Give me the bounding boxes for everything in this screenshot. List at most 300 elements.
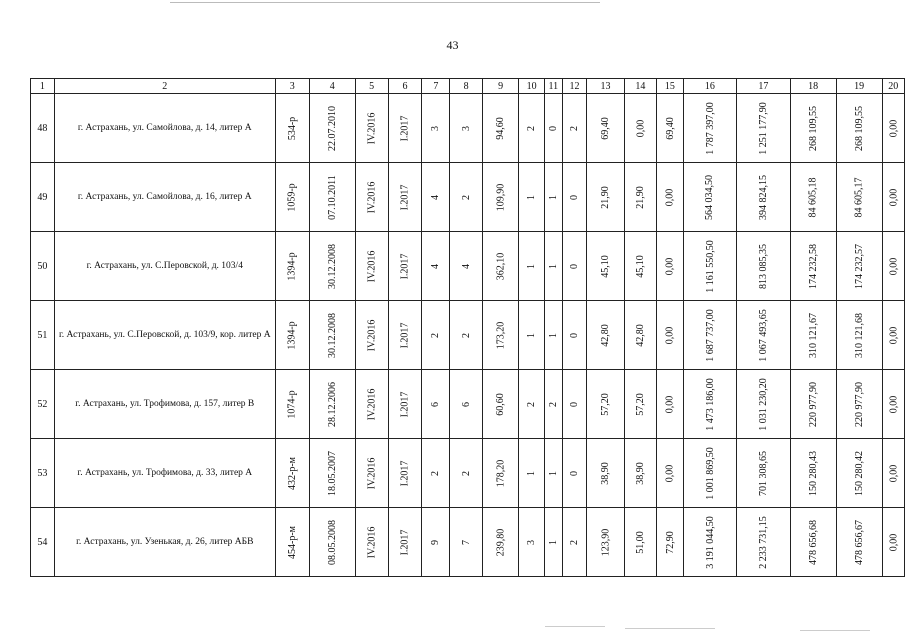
value-cell — [422, 94, 450, 163]
value-cell — [882, 439, 904, 508]
cell-text: 1 — [547, 194, 559, 200]
value-cell — [422, 508, 450, 577]
scan-mark — [800, 630, 870, 631]
column-header: 18 — [790, 79, 836, 94]
value-cell — [450, 94, 482, 163]
value-cell — [482, 370, 519, 439]
cell-text: 173,20 — [495, 321, 507, 349]
cell-text: I.2017 — [399, 460, 411, 486]
cell-text: 57,20 — [634, 392, 646, 416]
column-header: 2 — [54, 79, 275, 94]
value-cell — [657, 301, 683, 370]
value-cell — [355, 439, 388, 508]
value-cell — [624, 232, 656, 301]
cell-text: 84 605,18 — [807, 177, 819, 217]
value-cell — [624, 370, 656, 439]
value-cell — [836, 94, 882, 163]
address-cell: г. Астрахань, ул. С.Перовской, д. 103/4 — [54, 232, 275, 301]
column-header: 14 — [624, 79, 656, 94]
address-cell: г. Астрахань, ул. Трофимова, д. 157, литер В — [54, 370, 275, 439]
cell-text: 478 656,68 — [807, 519, 819, 565]
table-row — [31, 94, 905, 163]
cell-text: 394 824,15 — [757, 174, 769, 220]
value-cell — [388, 232, 422, 301]
cell-text: 0,00 — [887, 464, 899, 482]
value-cell — [544, 508, 562, 577]
column-header: 6 — [388, 79, 422, 94]
value-cell — [683, 370, 737, 439]
cell-text: 123,90 — [599, 528, 611, 556]
cell-text: 0 — [568, 263, 580, 269]
value-cell — [388, 163, 422, 232]
cell-text: 1059-р — [286, 182, 298, 212]
value-cell — [562, 439, 587, 508]
cell-text: 22.07.2010 — [326, 105, 338, 151]
value-cell — [657, 163, 683, 232]
value-cell — [587, 301, 624, 370]
cell-text: IV.2016 — [366, 181, 378, 213]
value-cell — [355, 94, 388, 163]
value-cell — [450, 232, 482, 301]
value-cell — [355, 232, 388, 301]
value-cell — [519, 301, 544, 370]
cell-text: 2 — [526, 401, 538, 407]
value-cell — [882, 301, 904, 370]
cell-text: 1394-р — [286, 320, 298, 350]
cell-text: 38,90 — [634, 461, 646, 485]
cell-text: 1 — [547, 470, 559, 476]
value-cell — [562, 508, 587, 577]
value-cell — [275, 163, 309, 232]
cell-text: 69,40 — [664, 116, 676, 140]
cell-text: IV.2016 — [366, 457, 378, 489]
value-cell — [683, 232, 737, 301]
value-cell — [355, 508, 388, 577]
column-header: 10 — [519, 79, 544, 94]
value-cell — [388, 508, 422, 577]
cell-text: IV.2016 — [366, 319, 378, 351]
column-header: 1 — [31, 79, 55, 94]
cell-text: 0,00 — [887, 533, 899, 551]
cell-text: 239,80 — [495, 528, 507, 556]
value-cell — [624, 301, 656, 370]
cell-text: 362,10 — [495, 252, 507, 280]
value-cell — [683, 163, 737, 232]
cell-text: 1394-р — [286, 251, 298, 281]
value-cell — [587, 163, 624, 232]
cell-text: 0 — [568, 401, 580, 407]
value-cell — [587, 94, 624, 163]
column-header: 19 — [836, 79, 882, 94]
cell-text: 0,00 — [664, 326, 676, 344]
value-cell — [275, 508, 309, 577]
value-cell — [624, 94, 656, 163]
row-number-cell: 48 — [31, 94, 55, 163]
value-cell — [388, 439, 422, 508]
value-cell — [450, 301, 482, 370]
cell-text: 109,90 — [495, 183, 507, 211]
value-cell — [388, 94, 422, 163]
value-cell — [450, 163, 482, 232]
value-cell — [790, 508, 836, 577]
value-cell — [482, 94, 519, 163]
value-cell — [355, 301, 388, 370]
value-cell — [422, 370, 450, 439]
cell-text: 2 — [430, 470, 442, 476]
value-cell — [482, 508, 519, 577]
cell-text: 813 085,35 — [757, 243, 769, 289]
cell-text: 454-р-м — [286, 525, 298, 559]
value-cell — [450, 370, 482, 439]
cell-text: 174 232,57 — [853, 243, 865, 289]
cell-text: 07.10.2011 — [326, 174, 338, 220]
cell-text: 08.05.2008 — [326, 519, 338, 565]
cell-text: 310 121,67 — [807, 312, 819, 358]
cell-text: 3 191 044,50 — [704, 515, 716, 569]
cell-text: 30.12.2008 — [326, 243, 338, 289]
value-cell — [790, 439, 836, 508]
value-cell — [355, 163, 388, 232]
cell-text: 1 — [526, 332, 538, 338]
cell-text: 42,80 — [599, 323, 611, 347]
value-cell — [836, 508, 882, 577]
table-row — [31, 508, 905, 577]
cell-text: 18.05.2007 — [326, 450, 338, 496]
column-header: 11 — [544, 79, 562, 94]
value-cell — [275, 232, 309, 301]
page-number: 43 — [446, 38, 459, 52]
value-cell — [683, 301, 737, 370]
cell-text: 2 — [526, 125, 538, 131]
value-cell — [657, 508, 683, 577]
cell-text: 3 — [430, 125, 442, 131]
value-cell — [836, 439, 882, 508]
column-header: 13 — [587, 79, 624, 94]
cell-text: 2 — [568, 125, 580, 131]
value-cell — [790, 232, 836, 301]
cell-text: 2 — [460, 332, 472, 338]
cell-text: 1 161 550,50 — [704, 239, 716, 293]
cell-text: 1 031 230,20 — [757, 377, 769, 431]
value-cell — [309, 232, 355, 301]
cell-text: I.2017 — [399, 253, 411, 279]
column-header: 15 — [657, 79, 683, 94]
value-cell — [309, 370, 355, 439]
cell-text: 1 — [547, 332, 559, 338]
value-cell — [790, 163, 836, 232]
cell-text: 0,00 — [664, 464, 676, 482]
cell-text: 51,00 — [634, 530, 646, 554]
value-cell — [482, 301, 519, 370]
value-cell — [482, 163, 519, 232]
value-cell — [482, 439, 519, 508]
cell-text: 178,20 — [495, 459, 507, 487]
cell-text: 150 280,42 — [853, 450, 865, 496]
cell-text: 1 687 737,00 — [704, 308, 716, 362]
cell-text: 2 — [460, 194, 472, 200]
value-cell — [657, 232, 683, 301]
value-cell — [562, 301, 587, 370]
cell-text: 2 — [568, 539, 580, 545]
cell-text: 30.12.2008 — [326, 312, 338, 358]
table-row — [31, 370, 905, 439]
cell-text: 3 — [526, 539, 538, 545]
cell-text: 38,90 — [599, 461, 611, 485]
column-header: 3 — [275, 79, 309, 94]
cell-text: 21,90 — [634, 185, 646, 209]
value-cell — [544, 439, 562, 508]
value-cell — [790, 370, 836, 439]
address-cell: г. Астрахань, ул. Узенькая, д. 26, литер АБВ — [54, 508, 275, 577]
value-cell — [737, 370, 791, 439]
cell-text: 0 — [547, 125, 559, 131]
cell-text: 0,00 — [664, 188, 676, 206]
cell-text: 1 — [526, 470, 538, 476]
cell-text: 72,90 — [664, 530, 676, 554]
value-cell — [519, 370, 544, 439]
value-cell — [587, 232, 624, 301]
cell-text: 478 656,67 — [853, 519, 865, 565]
address-cell: г. Астрахань, ул. Трофимова, д. 33, литер А — [54, 439, 275, 508]
cell-text: 564 034,50 — [704, 174, 716, 220]
cell-text: 0 — [568, 470, 580, 476]
cell-text: 6 — [460, 401, 472, 407]
cell-text: 0,00 — [887, 326, 899, 344]
value-cell — [309, 439, 355, 508]
cell-text: 84 605,17 — [853, 177, 865, 217]
cell-text: 3 — [460, 125, 472, 131]
value-cell — [422, 301, 450, 370]
cell-text: 4 — [460, 263, 472, 269]
cell-text: 1 067 493,65 — [757, 308, 769, 362]
value-cell — [683, 508, 737, 577]
value-cell — [737, 232, 791, 301]
cell-text: 150 280,43 — [807, 450, 819, 496]
cell-text: 534-р — [286, 116, 298, 140]
address-cell: г. Астрахань, ул. Самойлова, д. 14, литер А — [54, 94, 275, 163]
value-cell — [544, 94, 562, 163]
cell-text: 0 — [568, 194, 580, 200]
value-cell — [624, 439, 656, 508]
cell-text: 432-р-м — [286, 456, 298, 490]
cell-text: I.2017 — [399, 322, 411, 348]
value-cell — [737, 439, 791, 508]
value-cell — [882, 163, 904, 232]
value-cell — [657, 94, 683, 163]
cell-text: 220 977,90 — [807, 381, 819, 427]
column-header: 17 — [737, 79, 791, 94]
cell-text: 1 251 177,90 — [757, 101, 769, 155]
value-cell — [657, 370, 683, 439]
cell-text: IV.2016 — [366, 388, 378, 420]
cell-text: 1 — [547, 263, 559, 269]
cell-text: 268 109,55 — [807, 105, 819, 151]
row-number-cell: 49 — [31, 163, 55, 232]
address-cell: г. Астрахань, ул. С.Перовской, д. 103/9, кор. литер А — [54, 301, 275, 370]
cell-text: IV.2016 — [366, 112, 378, 144]
register-table — [30, 78, 905, 577]
table-row — [31, 301, 905, 370]
value-cell — [544, 163, 562, 232]
value-cell — [519, 232, 544, 301]
cell-text: IV.2016 — [366, 526, 378, 558]
cell-text: 7 — [460, 539, 472, 545]
cell-text: 21,90 — [599, 185, 611, 209]
value-cell — [624, 508, 656, 577]
value-cell — [544, 232, 562, 301]
cell-text: 0,00 — [887, 395, 899, 413]
value-cell — [624, 163, 656, 232]
cell-text: I.2017 — [399, 115, 411, 141]
row-number-cell: 50 — [31, 232, 55, 301]
value-cell — [519, 94, 544, 163]
cell-text: 1 — [547, 539, 559, 545]
value-cell — [737, 508, 791, 577]
value-cell — [309, 508, 355, 577]
value-cell — [309, 94, 355, 163]
table-row — [31, 439, 905, 508]
table-row — [31, 163, 905, 232]
cell-text: 0,00 — [664, 395, 676, 413]
value-cell — [275, 439, 309, 508]
value-cell — [587, 439, 624, 508]
value-cell — [544, 370, 562, 439]
row-number-cell: 53 — [31, 439, 55, 508]
column-header: 9 — [482, 79, 519, 94]
cell-text: 174 232,58 — [807, 243, 819, 289]
cell-text: 42,80 — [634, 323, 646, 347]
cell-text: I.2017 — [399, 391, 411, 417]
value-cell — [544, 301, 562, 370]
cell-text: 4 — [430, 263, 442, 269]
value-cell — [790, 94, 836, 163]
cell-text: 310 121,68 — [853, 312, 865, 358]
value-cell — [275, 370, 309, 439]
row-number-cell: 52 — [31, 370, 55, 439]
cell-text: 60,60 — [495, 392, 507, 416]
cell-text: 1 001 869,50 — [704, 446, 716, 500]
value-cell — [836, 301, 882, 370]
value-cell — [882, 508, 904, 577]
cell-text: 0,00 — [634, 119, 646, 137]
cell-text: 57,20 — [599, 392, 611, 416]
value-cell — [587, 508, 624, 577]
scan-mark — [545, 626, 605, 627]
address-cell: г. Астрахань, ул. Самойлова, д. 16, литер А — [54, 163, 275, 232]
row-number-cell: 51 — [31, 301, 55, 370]
column-header: 8 — [450, 79, 482, 94]
value-cell — [683, 439, 737, 508]
value-cell — [309, 301, 355, 370]
cell-text: 1 — [526, 194, 538, 200]
cell-text: 268 109,55 — [853, 105, 865, 151]
value-cell — [309, 163, 355, 232]
cell-text: I.2017 — [399, 184, 411, 210]
scan-top-line — [170, 2, 600, 3]
value-cell — [422, 163, 450, 232]
cell-text: 220 977,90 — [853, 381, 865, 427]
value-cell — [450, 508, 482, 577]
value-cell — [482, 232, 519, 301]
cell-text: 2 — [547, 401, 559, 407]
value-cell — [657, 439, 683, 508]
cell-text: 1 473 186,00 — [704, 377, 716, 431]
value-cell — [355, 370, 388, 439]
value-cell — [275, 94, 309, 163]
value-cell — [790, 301, 836, 370]
cell-text: 1 — [526, 263, 538, 269]
header-row — [31, 79, 905, 94]
cell-text: 69,40 — [599, 116, 611, 140]
cell-text: 1 787 397,00 — [704, 101, 716, 155]
value-cell — [519, 439, 544, 508]
value-cell — [836, 370, 882, 439]
scan-mark — [625, 628, 715, 629]
column-header: 20 — [882, 79, 904, 94]
cell-text: IV.2016 — [366, 250, 378, 282]
cell-text: 28.12.2006 — [326, 381, 338, 427]
cell-text: 4 — [430, 194, 442, 200]
value-cell — [519, 508, 544, 577]
value-cell — [519, 163, 544, 232]
value-cell — [737, 301, 791, 370]
cell-text: I.2017 — [399, 529, 411, 555]
column-header: 5 — [355, 79, 388, 94]
cell-text: 0,00 — [664, 257, 676, 275]
column-header: 4 — [309, 79, 355, 94]
value-cell — [836, 232, 882, 301]
value-cell — [450, 439, 482, 508]
value-cell — [882, 94, 904, 163]
value-cell — [737, 94, 791, 163]
value-cell — [562, 163, 587, 232]
value-cell — [882, 232, 904, 301]
value-cell — [275, 301, 309, 370]
value-cell — [422, 439, 450, 508]
value-cell — [587, 370, 624, 439]
cell-text: 9 — [430, 539, 442, 545]
column-header: 7 — [422, 79, 450, 94]
cell-text: 0,00 — [887, 188, 899, 206]
cell-text: 45,10 — [634, 254, 646, 278]
cell-text: 2 — [430, 332, 442, 338]
cell-text: 2 233 731,15 — [757, 515, 769, 569]
column-header: 16 — [683, 79, 737, 94]
value-cell — [388, 301, 422, 370]
cell-text: 0 — [568, 332, 580, 338]
cell-text: 701 308,65 — [757, 450, 769, 496]
cell-text: 0,00 — [887, 119, 899, 137]
cell-text: 0,00 — [887, 257, 899, 275]
cell-text: 6 — [430, 401, 442, 407]
value-cell — [562, 94, 587, 163]
cell-text: 94,60 — [495, 116, 507, 140]
value-cell — [388, 370, 422, 439]
value-cell — [562, 232, 587, 301]
value-cell — [737, 163, 791, 232]
table-row — [31, 232, 905, 301]
value-cell — [882, 370, 904, 439]
value-cell — [562, 370, 587, 439]
value-cell — [683, 94, 737, 163]
column-header: 12 — [562, 79, 587, 94]
row-number-cell: 54 — [31, 508, 55, 577]
value-cell — [836, 163, 882, 232]
cell-text: 2 — [460, 470, 472, 476]
cell-text: 1074-р — [286, 389, 298, 419]
value-cell — [422, 232, 450, 301]
cell-text: 45,10 — [599, 254, 611, 278]
